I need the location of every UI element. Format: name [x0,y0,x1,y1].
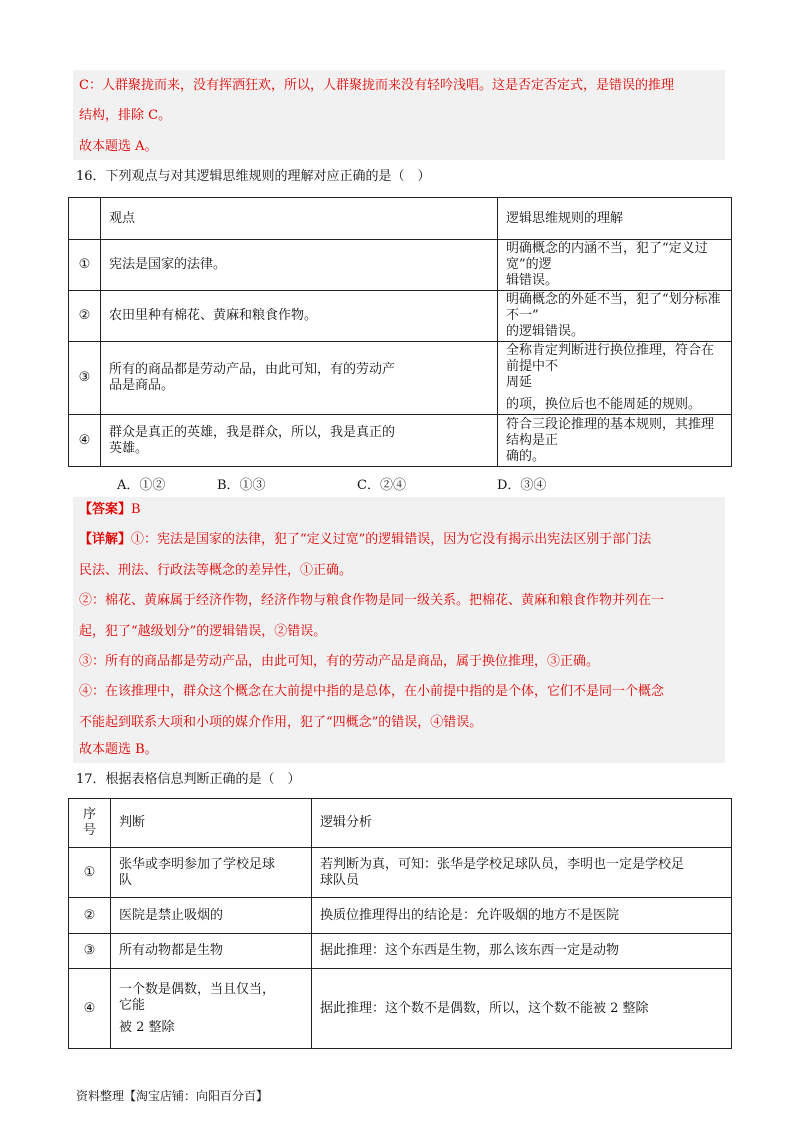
option-b[interactable]: B．①③ [217,478,266,493]
row-number: ④ [69,415,101,467]
rule-line: 明确概念的内涵不当，犯了“定义过宽”的逻 [506,241,708,272]
rule-cell [498,240,732,291]
analysis-line: 球队员 [320,872,360,888]
judge-line: 一个数是偶数，当且仅当， [119,981,276,997]
analysis-cell [312,848,732,898]
table-row [69,898,732,934]
question-16-title: 16．下列观点与对其逻辑思维规则的理解对应正确的是（ ） [76,169,431,184]
header-line: 序 [82,807,96,822]
table-row [69,342,732,415]
detail-line: 民法、刑法、行政法等概念的差异性，①正确。 [79,563,353,578]
header-cell-judge: 判断 [111,799,312,848]
detail-line: ③：所有的商品都是劳动产品，由此可知，有的劳动产品是商品，属于换位推理，③正确。 [79,654,600,669]
judge-cell: 医院是禁止吸烟的 [111,898,312,934]
table-row [69,415,732,467]
header-cell-analysis: 逻辑分析 [312,799,732,848]
table-row [69,291,732,342]
view-cell [101,342,498,415]
table-row [69,240,732,291]
table-row [69,934,732,969]
question-17-title: 17．根据表格信息判断正确的是（ ） [76,772,301,787]
previous-answer-line: C：人群聚拢而来，没有挥洒狂欢，所以，人群聚拢而来没有轻吟浅唱。这是否定否定式，是错误的推理 [79,78,674,93]
answer-tag: 【答案】 [79,502,132,517]
judge-cell: 所有动物都是生物 [111,934,312,969]
judge-line: 张华或李明参加了学校足球 [119,856,276,872]
judge-line: 它能 [119,997,146,1013]
question-17-table [68,798,732,1049]
previous-answer-line: 结构，排除 C。 [79,108,172,123]
rule-cell [498,342,732,415]
rule-cell [498,415,732,467]
view-line: 品是商品。 [109,378,175,393]
detail-line: 不能起到联系大项和小项的媒介作用，犯了“四概念”的错误，④错误。 [79,715,483,730]
header-cell [69,198,101,240]
question-16-table [68,197,732,467]
answer-line [79,502,141,518]
question-16-answer-block [73,497,725,763]
view-line: 群众是真正的英雄，我是群众，所以，我是真正的 [109,424,396,440]
rule-line: 周延 [506,375,533,390]
view-line: 所有的商品都是劳动产品，由此可知，有的劳动产 [109,362,396,377]
rule-line: 的项，换位后也不能周延的规则。 [506,397,702,412]
analysis-cell: 据此推理：这个数不是偶数，所以，这个数不能被 2 整除 [312,969,732,1049]
option-a[interactable]: A．①② [117,478,166,493]
rule-cell [498,291,732,342]
rule-line: 的逻辑错误。 [506,324,585,339]
view-cell [101,291,498,342]
previous-answer-line: 故本题选 A。 [79,139,158,154]
previous-answer-block [73,70,725,160]
judge-cell [111,848,312,898]
view-line: 宪法是国家的法律。 [109,257,227,272]
option-c[interactable]: C．②④ [357,478,406,493]
row-number: ③ [69,934,111,969]
detail-line [79,532,651,548]
analysis-cell: 据此推理：这个东西是生物，那么该东西一定是动物 [312,934,732,969]
view-line: 英雄。 [109,440,149,456]
rule-line: 符合三段论推理的基本规则，其推理结构是正 [506,416,715,448]
judge-line: 队 [119,872,133,888]
rule-line: 全称肯定判断进行换位推理，符合在前提中不 [506,343,715,374]
answer-value: B [131,502,141,517]
analysis-cell: 换质位推理得出的结论是：允许吸烟的地方不是医院 [312,898,732,934]
footer-source: 资料整理【淘宝店铺：向阳百分百】 [76,1089,269,1103]
row-number: ① [69,240,101,291]
detail-tag: 【详解】 [79,532,132,547]
judge-cell [111,969,312,1049]
analysis-line: 若判断为真，可知：张华是学校足球队员，李明也一定是学校足 [320,856,685,872]
detail-line: 故本题选 B。 [79,742,158,757]
header-cell-view: 观点 [101,198,498,240]
header-cell-index [69,799,111,848]
detail-line: 起，犯了“越级划分”的逻辑错误，②错误。 [79,624,327,639]
row-number: ① [69,848,111,898]
row-number: ② [69,291,101,342]
option-d[interactable]: D．③④ [497,478,547,493]
view-line: 农田里种有棉花、黄麻和粮食作物。 [109,308,318,323]
view-cell [101,415,498,467]
detail-line: ②：棉花、黄麻属于经济作物，经济作物与粮食作物是同一级关系。把棉花、黄麻和粮食作物并列在一 [79,593,665,608]
rule-line: 确的。 [506,448,546,464]
table-row [69,969,732,1049]
table-header-row [69,198,732,240]
header-line: 号 [82,823,96,838]
row-number: ② [69,898,111,934]
rule-line: 明确概念的外延不当，犯了“划分标准不一” [506,292,721,323]
row-number: ④ [69,969,111,1049]
table-header-row [69,799,732,848]
detail-line: ④：在该推理中，群众这个概念在大前提中指的是总体，在小前提中指的是个体，它们不是同一个概念 [79,684,665,699]
detail-text: ①：宪法是国家的法律，犯了“定义过宽”的逻辑错误，因为它没有揭示出宪法区别于部门法 [131,532,652,547]
row-number: ③ [69,342,101,415]
view-cell [101,240,498,291]
header-cell-rule: 逻辑思维规则的理解 [498,198,732,240]
table-row [69,848,732,898]
judge-line: 被 2 整除 [119,1019,175,1035]
rule-line: 辑错误。 [506,273,559,288]
